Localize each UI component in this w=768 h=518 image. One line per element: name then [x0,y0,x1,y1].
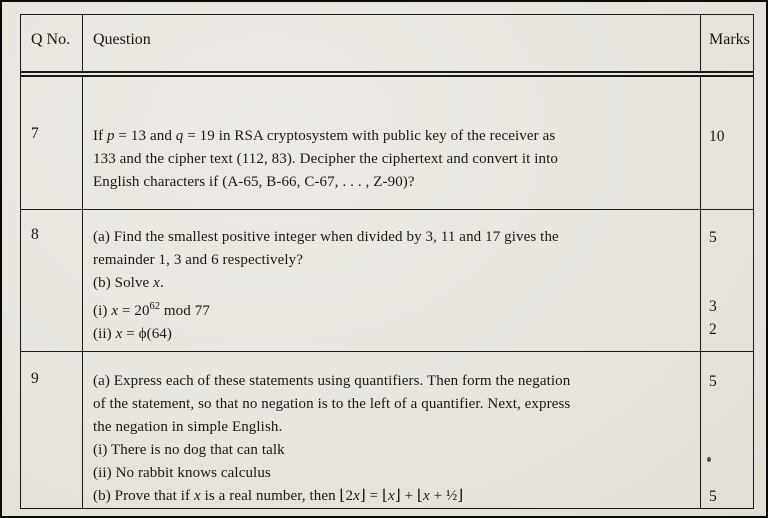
text-segment: English characters if (A-65, B-66, C-67, . . . , Z-90)? [93,173,415,190]
text-segment: remainder 1, 3 and 6 respectively? [93,252,303,269]
table-row-q7 [21,77,753,211]
superscript-text: 62 [149,301,161,313]
text-segment: ⌋ = ⌊ [359,488,389,504]
question-line [93,249,692,272]
marks-cell [701,352,753,508]
qno-cell: 7 [21,77,83,210]
question-line [93,148,692,171]
question-line [93,416,692,439]
text-segment: (ii) No rabbit knows calculus [93,465,271,481]
question-line [93,485,692,508]
text-segment: x [115,326,123,343]
marks-track [709,370,753,508]
header-cell-qno: Q No. [21,15,83,71]
text-segment: (i) [93,303,112,320]
marks-cell [701,210,753,351]
question-text [93,226,692,346]
marks-value: 5 [709,229,717,247]
marks-track [709,125,753,210]
text-segment: x [111,303,119,320]
text-segment: q [175,127,184,144]
text-segment: (a) Find the smallest positive integer when divided by 3, 11 and 17 gives the [93,229,559,246]
text-segment: is a real number, then ⌊2 [200,488,354,504]
text-segment: = 19 in RSA cryptosystem with public key of the receiver as [183,127,556,144]
question-line [93,393,692,416]
question-line [93,171,692,194]
table-header-row [21,15,753,77]
question-line [93,295,692,323]
question-cell [83,210,701,351]
text-segment: = 13 and [114,127,176,144]
question-line [93,323,692,346]
question-text [93,370,692,508]
question-line [93,439,692,462]
marks-value: 2 [709,321,717,339]
marks-value: 3 [709,298,717,316]
question-cell [83,77,701,210]
table-row-q8 [21,210,753,352]
text-segment: 133 and the cipher text (112, 83). Decipher the ciphertext and convert it into [93,150,559,167]
text-segment: x [153,275,160,292]
marks-value: 5 [709,373,717,390]
header-cell-question: Question [83,15,701,71]
text-segment: (a) Express each of these statements using quantifiers. Then form the negation [93,373,571,389]
text-segment: (i) There is no dog that can talk [93,442,285,458]
qno-cell: 9 [21,352,83,508]
text-segment: mod 77 [160,303,210,320]
question-line [93,125,692,148]
marks-track [709,226,753,351]
text-segment: x [353,488,360,504]
question-text [93,125,692,194]
text-segment: x [193,488,201,504]
question-line [93,226,692,249]
question-table [20,14,754,509]
text-segment: If [93,127,108,144]
marks-value: 5 [709,488,717,505]
text-segment: of the statement, so that no negation is to the left of a quantifier. Next, express [93,396,571,412]
question-line [93,462,692,485]
text-segment: = ϕ(64) [122,326,172,343]
text-segment: x [388,488,395,504]
marks-value: 10 [709,127,725,145]
text-segment: = 20 [118,303,150,320]
text-segment: the negation in simple English. [93,419,283,435]
question-cell [83,352,701,508]
text-segment: ⌋ + ⌊ [394,488,423,504]
text-segment: (b) Solve [93,275,154,292]
question-line [93,272,692,295]
qno-cell: 8 [21,210,83,351]
text-segment: x [422,488,430,504]
text-segment: (ii) [93,326,116,343]
text-segment: + ½⌋ [429,488,464,504]
scan-artifact-dot [707,457,711,462]
text-segment: . [159,275,164,292]
header-cell-marks: Marks [709,31,750,48]
table-row-q9 [21,352,753,508]
marks-cell [701,77,753,210]
text-segment: p [107,127,115,144]
question-line [93,370,692,393]
text-segment: (b) Prove that if [93,488,194,504]
